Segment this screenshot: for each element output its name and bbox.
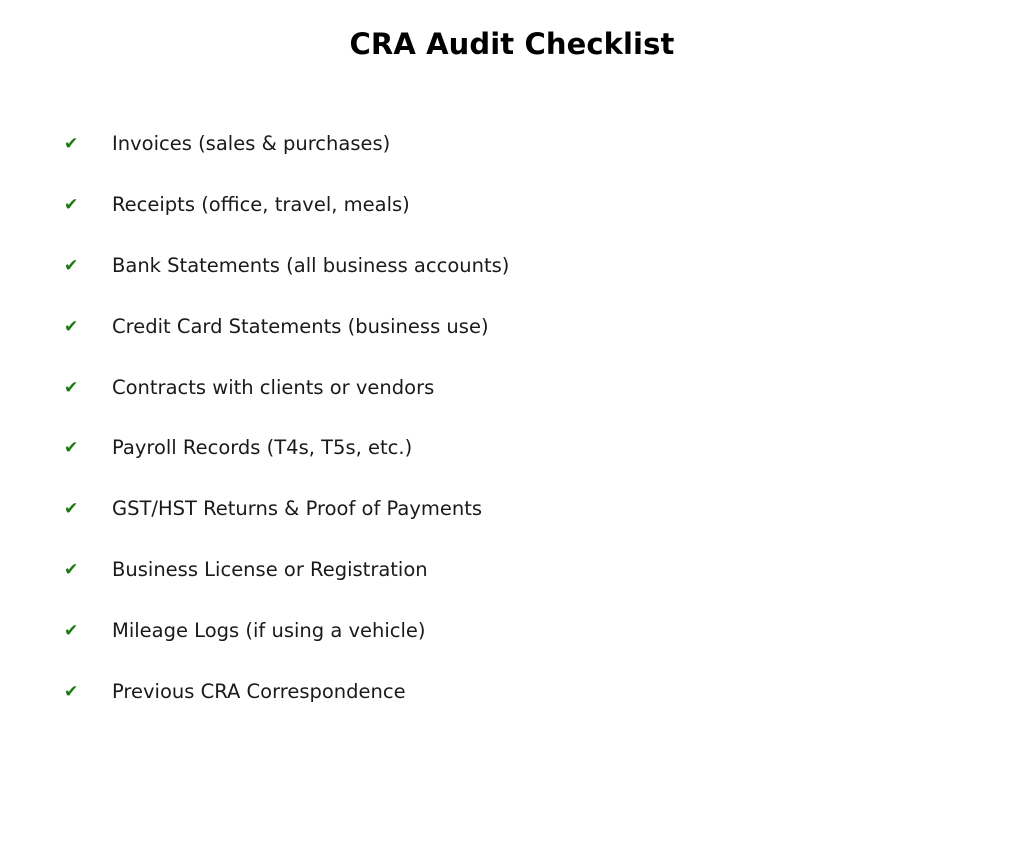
checklist-item-label: Invoices (sales & purchases) bbox=[112, 132, 391, 155]
page-title: CRA Audit Checklist bbox=[349, 27, 675, 62]
checklist-item-label: Payroll Records (T4s, T5s, etc.) bbox=[112, 436, 413, 460]
checklist-item[interactable] bbox=[0, 496, 1024, 557]
checklist-item[interactable] bbox=[0, 375, 1024, 436]
audit-checklist bbox=[0, 131, 1024, 740]
checklist-item[interactable] bbox=[0, 679, 1024, 740]
checklist-item[interactable] bbox=[0, 618, 1024, 679]
check-mark-icon: ✔ bbox=[64, 194, 79, 215]
checklist-item-label: Receipts (office, travel, meals) bbox=[112, 192, 410, 216]
checklist-item[interactable] bbox=[0, 131, 1024, 192]
checklist-item-label: Contracts with clients or vendors bbox=[112, 375, 435, 399]
check-mark-icon: ✔ bbox=[64, 438, 79, 459]
check-mark-icon: ✔ bbox=[64, 134, 79, 154]
checklist-item-label: Credit Card Statements (business use) bbox=[112, 314, 489, 338]
checklist-item-label: GST/HST Returns & Proof of Payments bbox=[112, 497, 483, 521]
checklist-item[interactable] bbox=[0, 435, 1024, 496]
checklist-item[interactable] bbox=[0, 314, 1024, 375]
checklist-item-label: Mileage Logs (if using a vehicle) bbox=[112, 619, 426, 643]
checklist-item[interactable] bbox=[0, 557, 1024, 618]
checklist-item-label: Previous CRA Correspondence bbox=[112, 680, 406, 704]
check-mark-icon: ✔ bbox=[64, 621, 79, 642]
check-mark-icon: ✔ bbox=[64, 499, 79, 520]
check-mark-icon: ✔ bbox=[64, 255, 79, 276]
check-mark-icon: ✔ bbox=[64, 377, 79, 398]
check-mark-icon: ✔ bbox=[64, 316, 79, 337]
checklist-item[interactable] bbox=[0, 253, 1024, 314]
check-mark-icon: ✔ bbox=[64, 682, 79, 703]
checklist-item-label: Bank Statements (all business accounts) bbox=[112, 253, 510, 277]
check-mark-icon: ✔ bbox=[64, 560, 79, 581]
checklist-item[interactable] bbox=[0, 192, 1024, 253]
checklist-item-label: Business License or Registration bbox=[112, 558, 428, 582]
